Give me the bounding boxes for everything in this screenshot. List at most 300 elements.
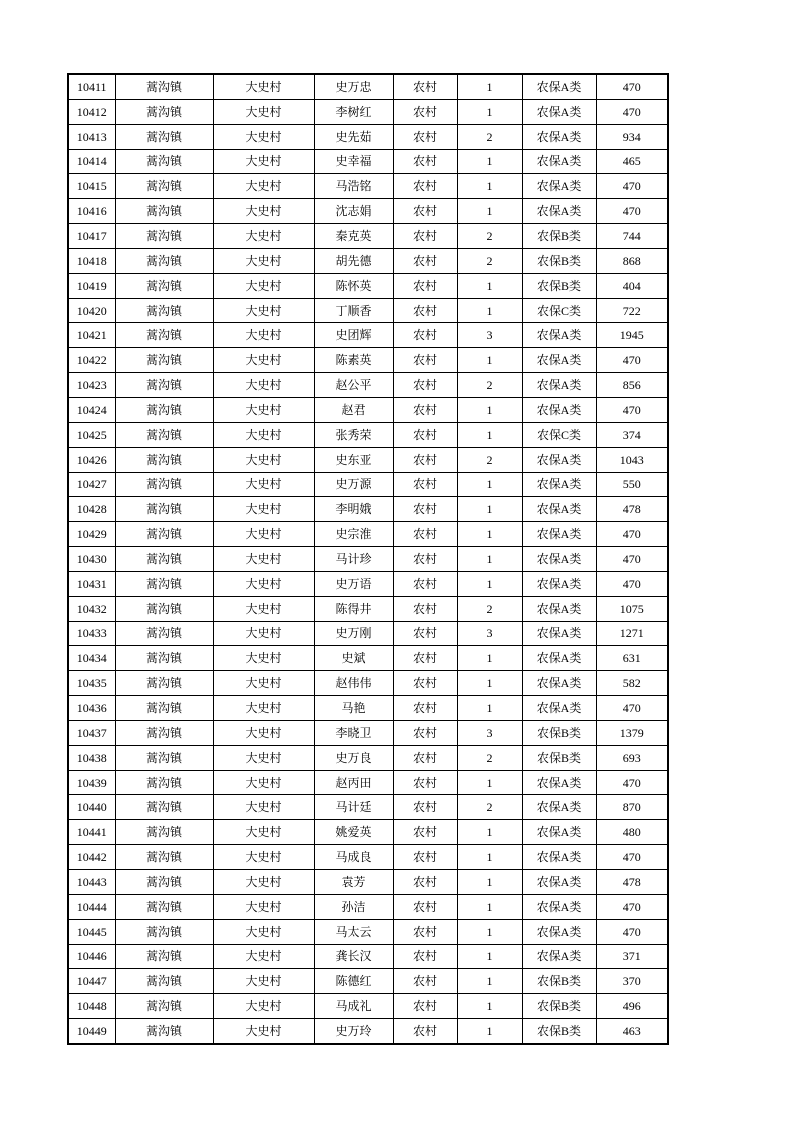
cell-serial-number: 10430 [68, 547, 115, 572]
cell-serial-number: 10441 [68, 820, 115, 845]
cell-town: 蒿沟镇 [115, 348, 213, 373]
cell-village: 大史村 [213, 720, 314, 745]
table-row [68, 99, 668, 124]
cell-serial-number: 10438 [68, 745, 115, 770]
table-row [68, 596, 668, 621]
cell-insurance-type: 农保A类 [522, 596, 596, 621]
cell-person-count: 1 [457, 472, 522, 497]
cell-village: 大史村 [213, 149, 314, 174]
cell-insurance-type: 农保A类 [522, 870, 596, 895]
cell-village: 大史村 [213, 199, 314, 224]
cell-name: 张秀荣 [314, 422, 393, 447]
cell-town: 蒿沟镇 [115, 870, 213, 895]
cell-name: 马成良 [314, 845, 393, 870]
cell-insurance-type: 农保A类 [522, 522, 596, 547]
cell-serial-number: 10433 [68, 621, 115, 646]
cell-residence-type: 农村 [393, 696, 457, 721]
cell-insurance-type: 农保A类 [522, 373, 596, 398]
cell-name: 孙洁 [314, 894, 393, 919]
cell-town: 蒿沟镇 [115, 397, 213, 422]
cell-name: 沈志娟 [314, 199, 393, 224]
cell-insurance-type: 农保A类 [522, 770, 596, 795]
cell-town: 蒿沟镇 [115, 944, 213, 969]
cell-person-count: 1 [457, 919, 522, 944]
cell-residence-type: 农村 [393, 571, 457, 596]
cell-village: 大史村 [213, 174, 314, 199]
cell-amount: 470 [596, 547, 668, 572]
cell-residence-type: 农村 [393, 1019, 457, 1044]
table-row [68, 497, 668, 522]
cell-insurance-type: 农保B类 [522, 994, 596, 1019]
cell-residence-type: 农村 [393, 646, 457, 671]
cell-amount: 470 [596, 770, 668, 795]
cell-person-count: 3 [457, 323, 522, 348]
cell-residence-type: 农村 [393, 969, 457, 994]
table-row [68, 199, 668, 224]
cell-name: 陈素英 [314, 348, 393, 373]
table-row [68, 969, 668, 994]
cell-name: 袁芳 [314, 870, 393, 895]
cell-town: 蒿沟镇 [115, 422, 213, 447]
cell-town: 蒿沟镇 [115, 894, 213, 919]
cell-serial-number: 10415 [68, 174, 115, 199]
cell-serial-number: 10424 [68, 397, 115, 422]
cell-person-count: 1 [457, 994, 522, 1019]
cell-serial-number: 10445 [68, 919, 115, 944]
cell-name: 史万忠 [314, 74, 393, 99]
cell-insurance-type: 农保A类 [522, 472, 596, 497]
cell-amount: 550 [596, 472, 668, 497]
cell-residence-type: 农村 [393, 919, 457, 944]
cell-town: 蒿沟镇 [115, 696, 213, 721]
cell-amount: 1945 [596, 323, 668, 348]
cell-residence-type: 农村 [393, 323, 457, 348]
cell-residence-type: 农村 [393, 224, 457, 249]
table-row [68, 124, 668, 149]
cell-insurance-type: 农保A类 [522, 621, 596, 646]
cell-name: 史东亚 [314, 447, 393, 472]
cell-amount: 371 [596, 944, 668, 969]
cell-insurance-type: 农保B类 [522, 273, 596, 298]
cell-town: 蒿沟镇 [115, 720, 213, 745]
cell-serial-number: 10432 [68, 596, 115, 621]
cell-town: 蒿沟镇 [115, 124, 213, 149]
cell-village: 大史村 [213, 547, 314, 572]
cell-name: 史宗淮 [314, 522, 393, 547]
cell-residence-type: 农村 [393, 99, 457, 124]
cell-insurance-type: 农保A类 [522, 124, 596, 149]
table-row [68, 422, 668, 447]
cell-insurance-type: 农保A类 [522, 795, 596, 820]
cell-residence-type: 农村 [393, 621, 457, 646]
cell-village: 大史村 [213, 224, 314, 249]
cell-amount: 582 [596, 671, 668, 696]
cell-village: 大史村 [213, 472, 314, 497]
cell-residence-type: 农村 [393, 745, 457, 770]
cell-amount: 470 [596, 696, 668, 721]
table-row [68, 373, 668, 398]
cell-name: 史万语 [314, 571, 393, 596]
cell-serial-number: 10447 [68, 969, 115, 994]
cell-serial-number: 10420 [68, 298, 115, 323]
cell-person-count: 2 [457, 596, 522, 621]
cell-person-count: 1 [457, 422, 522, 447]
cell-village: 大史村 [213, 497, 314, 522]
cell-name: 马成礼 [314, 994, 393, 1019]
table-row [68, 770, 668, 795]
cell-amount: 470 [596, 348, 668, 373]
cell-name: 赵君 [314, 397, 393, 422]
cell-amount: 478 [596, 497, 668, 522]
cell-person-count: 2 [457, 745, 522, 770]
cell-insurance-type: 农保A类 [522, 845, 596, 870]
cell-village: 大史村 [213, 248, 314, 273]
table-row [68, 522, 668, 547]
cell-serial-number: 10429 [68, 522, 115, 547]
cell-insurance-type: 农保A类 [522, 696, 596, 721]
cell-serial-number: 10449 [68, 1019, 115, 1044]
cell-village: 大史村 [213, 323, 314, 348]
cell-serial-number: 10448 [68, 994, 115, 1019]
cell-amount: 470 [596, 174, 668, 199]
cell-village: 大史村 [213, 522, 314, 547]
cell-residence-type: 农村 [393, 248, 457, 273]
cell-name: 史万源 [314, 472, 393, 497]
cell-village: 大史村 [213, 273, 314, 298]
cell-serial-number: 10417 [68, 224, 115, 249]
cell-insurance-type: 农保A类 [522, 348, 596, 373]
cell-person-count: 1 [457, 696, 522, 721]
cell-serial-number: 10435 [68, 671, 115, 696]
cell-residence-type: 农村 [393, 547, 457, 572]
cell-town: 蒿沟镇 [115, 1019, 213, 1044]
cell-name: 李树红 [314, 99, 393, 124]
cell-name: 马计廷 [314, 795, 393, 820]
table-row [68, 447, 668, 472]
cell-village: 大史村 [213, 944, 314, 969]
cell-serial-number: 10443 [68, 870, 115, 895]
table-row [68, 74, 668, 99]
cell-residence-type: 农村 [393, 397, 457, 422]
cell-town: 蒿沟镇 [115, 770, 213, 795]
table-body [68, 74, 668, 1044]
cell-name: 马艳 [314, 696, 393, 721]
cell-insurance-type: 农保A类 [522, 944, 596, 969]
cell-person-count: 2 [457, 224, 522, 249]
table-row [68, 174, 668, 199]
cell-town: 蒿沟镇 [115, 447, 213, 472]
table-row [68, 547, 668, 572]
cell-residence-type: 农村 [393, 124, 457, 149]
cell-residence-type: 农村 [393, 149, 457, 174]
cell-insurance-type: 农保C类 [522, 422, 596, 447]
cell-town: 蒿沟镇 [115, 671, 213, 696]
cell-residence-type: 农村 [393, 174, 457, 199]
cell-amount: 870 [596, 795, 668, 820]
cell-serial-number: 10422 [68, 348, 115, 373]
cell-amount: 1271 [596, 621, 668, 646]
cell-insurance-type: 农保A类 [522, 547, 596, 572]
cell-village: 大史村 [213, 74, 314, 99]
cell-insurance-type: 农保B类 [522, 1019, 596, 1044]
cell-village: 大史村 [213, 596, 314, 621]
cell-amount: 1075 [596, 596, 668, 621]
cell-village: 大史村 [213, 646, 314, 671]
cell-amount: 1379 [596, 720, 668, 745]
cell-person-count: 1 [457, 397, 522, 422]
cell-person-count: 1 [457, 174, 522, 199]
cell-residence-type: 农村 [393, 522, 457, 547]
cell-name: 马计珍 [314, 547, 393, 572]
table-row [68, 1019, 668, 1044]
cell-village: 大史村 [213, 397, 314, 422]
cell-insurance-type: 农保A类 [522, 894, 596, 919]
cell-serial-number: 10439 [68, 770, 115, 795]
cell-town: 蒿沟镇 [115, 248, 213, 273]
cell-insurance-type: 农保A类 [522, 74, 596, 99]
cell-serial-number: 10431 [68, 571, 115, 596]
cell-residence-type: 农村 [393, 845, 457, 870]
cell-village: 大史村 [213, 845, 314, 870]
cell-person-count: 1 [457, 969, 522, 994]
cell-insurance-type: 农保A类 [522, 646, 596, 671]
cell-serial-number: 10434 [68, 646, 115, 671]
cell-village: 大史村 [213, 919, 314, 944]
cell-village: 大史村 [213, 795, 314, 820]
table-row [68, 745, 668, 770]
cell-name: 胡先德 [314, 248, 393, 273]
cell-town: 蒿沟镇 [115, 224, 213, 249]
cell-town: 蒿沟镇 [115, 74, 213, 99]
cell-name: 赵伟伟 [314, 671, 393, 696]
cell-serial-number: 10428 [68, 497, 115, 522]
cell-person-count: 1 [457, 646, 522, 671]
table-row [68, 298, 668, 323]
cell-insurance-type: 农保A类 [522, 397, 596, 422]
cell-name: 史斌 [314, 646, 393, 671]
cell-person-count: 3 [457, 621, 522, 646]
table-row [68, 820, 668, 845]
cell-amount: 631 [596, 646, 668, 671]
cell-serial-number: 10412 [68, 99, 115, 124]
cell-town: 蒿沟镇 [115, 273, 213, 298]
cell-town: 蒿沟镇 [115, 919, 213, 944]
cell-village: 大史村 [213, 124, 314, 149]
cell-insurance-type: 农保A类 [522, 571, 596, 596]
cell-person-count: 3 [457, 720, 522, 745]
cell-residence-type: 农村 [393, 497, 457, 522]
cell-name: 陈怀英 [314, 273, 393, 298]
cell-serial-number: 10411 [68, 74, 115, 99]
cell-residence-type: 农村 [393, 820, 457, 845]
cell-person-count: 1 [457, 944, 522, 969]
cell-person-count: 1 [457, 149, 522, 174]
cell-town: 蒿沟镇 [115, 621, 213, 646]
cell-town: 蒿沟镇 [115, 994, 213, 1019]
table-row [68, 397, 668, 422]
cell-village: 大史村 [213, 99, 314, 124]
cell-village: 大史村 [213, 870, 314, 895]
cell-town: 蒿沟镇 [115, 174, 213, 199]
records-table [67, 73, 669, 1045]
cell-town: 蒿沟镇 [115, 149, 213, 174]
cell-village: 大史村 [213, 373, 314, 398]
cell-serial-number: 10414 [68, 149, 115, 174]
cell-person-count: 1 [457, 199, 522, 224]
cell-name: 陈德红 [314, 969, 393, 994]
cell-village: 大史村 [213, 820, 314, 845]
cell-amount: 465 [596, 149, 668, 174]
table-row [68, 571, 668, 596]
cell-town: 蒿沟镇 [115, 199, 213, 224]
cell-residence-type: 农村 [393, 671, 457, 696]
cell-amount: 470 [596, 522, 668, 547]
cell-town: 蒿沟镇 [115, 373, 213, 398]
cell-name: 陈得井 [314, 596, 393, 621]
cell-town: 蒿沟镇 [115, 969, 213, 994]
cell-amount: 470 [596, 199, 668, 224]
cell-village: 大史村 [213, 571, 314, 596]
cell-village: 大史村 [213, 447, 314, 472]
cell-village: 大史村 [213, 770, 314, 795]
cell-amount: 470 [596, 894, 668, 919]
cell-residence-type: 农村 [393, 273, 457, 298]
cell-name: 李明娥 [314, 497, 393, 522]
cell-insurance-type: 农保B类 [522, 720, 596, 745]
cell-village: 大史村 [213, 969, 314, 994]
cell-amount: 722 [596, 298, 668, 323]
cell-person-count: 1 [457, 298, 522, 323]
cell-village: 大史村 [213, 994, 314, 1019]
cell-person-count: 1 [457, 1019, 522, 1044]
cell-insurance-type: 农保A类 [522, 199, 596, 224]
table-row [68, 720, 668, 745]
cell-name: 史万刚 [314, 621, 393, 646]
cell-insurance-type: 农保A类 [522, 323, 596, 348]
cell-town: 蒿沟镇 [115, 845, 213, 870]
cell-residence-type: 农村 [393, 870, 457, 895]
table-row [68, 348, 668, 373]
table-row [68, 671, 668, 696]
cell-residence-type: 农村 [393, 348, 457, 373]
cell-amount: 478 [596, 870, 668, 895]
cell-amount: 374 [596, 422, 668, 447]
cell-serial-number: 10440 [68, 795, 115, 820]
cell-name: 赵公平 [314, 373, 393, 398]
cell-town: 蒿沟镇 [115, 497, 213, 522]
cell-residence-type: 农村 [393, 74, 457, 99]
cell-amount: 856 [596, 373, 668, 398]
cell-serial-number: 10418 [68, 248, 115, 273]
cell-town: 蒿沟镇 [115, 596, 213, 621]
cell-insurance-type: 农保A类 [522, 149, 596, 174]
cell-name: 姚爱英 [314, 820, 393, 845]
cell-town: 蒿沟镇 [115, 522, 213, 547]
cell-insurance-type: 农保A类 [522, 99, 596, 124]
cell-serial-number: 10425 [68, 422, 115, 447]
cell-serial-number: 10427 [68, 472, 115, 497]
table-row [68, 994, 668, 1019]
cell-name: 史先茹 [314, 124, 393, 149]
table-row [68, 919, 668, 944]
table-row [68, 149, 668, 174]
cell-town: 蒿沟镇 [115, 547, 213, 572]
cell-amount: 463 [596, 1019, 668, 1044]
cell-amount: 470 [596, 74, 668, 99]
cell-person-count: 1 [457, 99, 522, 124]
cell-name: 史幸福 [314, 149, 393, 174]
table-row [68, 894, 668, 919]
cell-amount: 1043 [596, 447, 668, 472]
table-row [68, 646, 668, 671]
table-row [68, 323, 668, 348]
cell-village: 大史村 [213, 745, 314, 770]
cell-town: 蒿沟镇 [115, 745, 213, 770]
cell-person-count: 1 [457, 497, 522, 522]
cell-village: 大史村 [213, 1019, 314, 1044]
cell-person-count: 2 [457, 447, 522, 472]
cell-town: 蒿沟镇 [115, 472, 213, 497]
cell-residence-type: 农村 [393, 795, 457, 820]
cell-amount: 693 [596, 745, 668, 770]
cell-amount: 496 [596, 994, 668, 1019]
cell-person-count: 1 [457, 671, 522, 696]
table-row [68, 870, 668, 895]
cell-town: 蒿沟镇 [115, 298, 213, 323]
cell-insurance-type: 农保B类 [522, 224, 596, 249]
cell-serial-number: 10423 [68, 373, 115, 398]
table-row [68, 845, 668, 870]
table-row [68, 472, 668, 497]
cell-name: 丁顺香 [314, 298, 393, 323]
cell-name: 秦克英 [314, 224, 393, 249]
cell-town: 蒿沟镇 [115, 99, 213, 124]
table-row [68, 944, 668, 969]
cell-amount: 370 [596, 969, 668, 994]
cell-insurance-type: 农保B类 [522, 969, 596, 994]
cell-serial-number: 10444 [68, 894, 115, 919]
cell-name: 史团辉 [314, 323, 393, 348]
cell-insurance-type: 农保A类 [522, 919, 596, 944]
cell-amount: 470 [596, 397, 668, 422]
cell-residence-type: 农村 [393, 894, 457, 919]
cell-amount: 404 [596, 273, 668, 298]
cell-residence-type: 农村 [393, 596, 457, 621]
cell-town: 蒿沟镇 [115, 795, 213, 820]
cell-village: 大史村 [213, 348, 314, 373]
cell-amount: 470 [596, 99, 668, 124]
cell-amount: 934 [596, 124, 668, 149]
cell-residence-type: 农村 [393, 944, 457, 969]
table-row [68, 621, 668, 646]
cell-serial-number: 10426 [68, 447, 115, 472]
cell-serial-number: 10419 [68, 273, 115, 298]
cell-amount: 470 [596, 919, 668, 944]
cell-insurance-type: 农保B类 [522, 745, 596, 770]
cell-insurance-type: 农保A类 [522, 174, 596, 199]
cell-person-count: 1 [457, 273, 522, 298]
cell-serial-number: 10436 [68, 696, 115, 721]
cell-person-count: 1 [457, 571, 522, 596]
cell-insurance-type: 农保A类 [522, 497, 596, 522]
cell-name: 赵丙田 [314, 770, 393, 795]
cell-serial-number: 10446 [68, 944, 115, 969]
cell-name: 马太云 [314, 919, 393, 944]
table-row [68, 273, 668, 298]
cell-serial-number: 10416 [68, 199, 115, 224]
cell-residence-type: 农村 [393, 447, 457, 472]
cell-residence-type: 农村 [393, 720, 457, 745]
